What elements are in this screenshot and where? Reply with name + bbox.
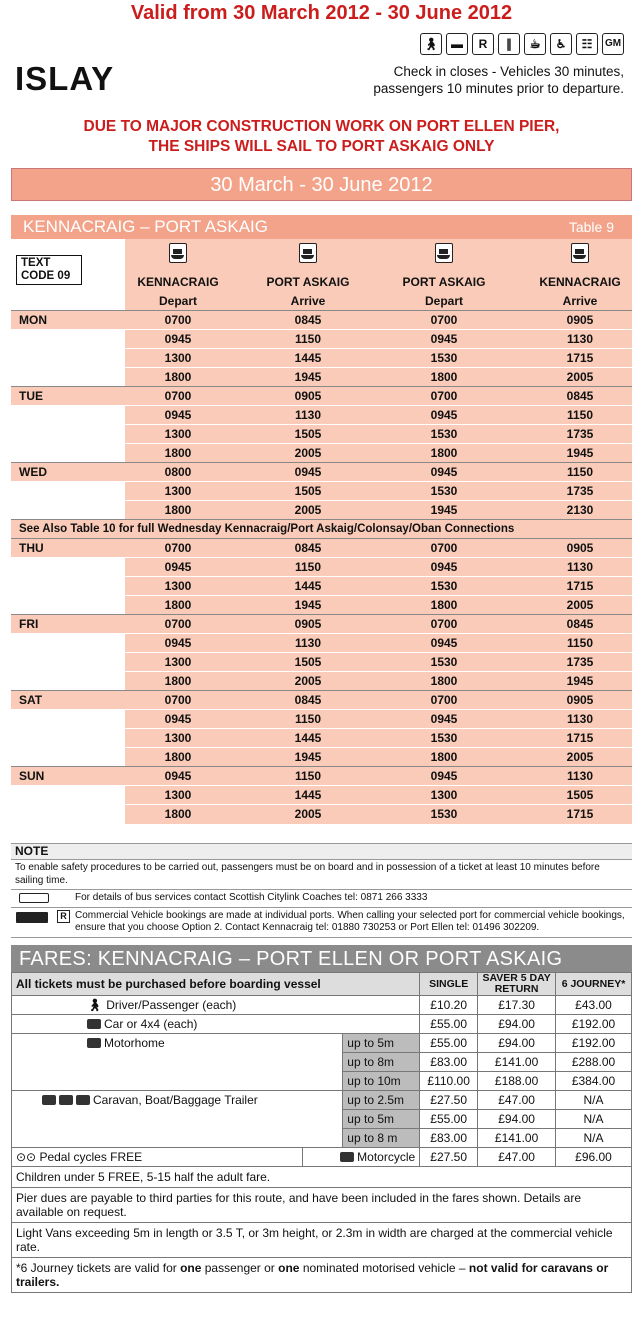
column-direction: Depart bbox=[424, 294, 463, 308]
bus-note bbox=[11, 890, 632, 908]
time-cell: 0945 bbox=[430, 408, 458, 422]
time-cell: 1530 bbox=[430, 427, 458, 441]
time-cell: 1130 bbox=[566, 560, 594, 574]
light-vans-note: Light Vans exceeding 5m in length or 3.5 T, or 3m height, or 2.3m in width are charged at the commercial vehicle rate. bbox=[12, 1223, 632, 1258]
time-cell: 0700 bbox=[430, 313, 458, 327]
size-band: up to 8 m bbox=[343, 1129, 420, 1148]
time-cell: 1735 bbox=[566, 427, 594, 441]
motorcycle-label: Motorcycle bbox=[357, 1150, 416, 1164]
time-cell: 0700 bbox=[430, 693, 458, 707]
reservation-icon: R bbox=[57, 910, 70, 923]
table-row bbox=[11, 747, 632, 766]
trailer-icon bbox=[76, 1095, 90, 1105]
table-row bbox=[11, 785, 632, 804]
fare-six: £384.00 bbox=[556, 1072, 632, 1091]
time-cell: 1130 bbox=[566, 769, 594, 783]
table-row bbox=[11, 614, 632, 633]
fare-label: Driver/Passenger (each) bbox=[106, 998, 237, 1012]
fare-saver: £141.00 bbox=[478, 1053, 556, 1072]
fare-single: £27.50 bbox=[420, 1148, 478, 1167]
day-spacer bbox=[11, 786, 125, 805]
day-spacer bbox=[11, 577, 125, 596]
table-row bbox=[11, 709, 632, 728]
fare-row-driver bbox=[12, 996, 632, 1015]
time-cell: 1800 bbox=[430, 750, 458, 764]
coffee-icon: ☕︎ bbox=[524, 33, 546, 55]
warning-line-1: DUE TO MAJOR CONSTRUCTION WORK ON PORT ELLEN PIER, bbox=[83, 118, 560, 135]
time-cell: 1800 bbox=[430, 370, 458, 384]
bicycle-icon: ⊙⊙ bbox=[16, 1150, 40, 1164]
time-cell: 1130 bbox=[294, 636, 322, 650]
six-note-part: passenger or bbox=[201, 1261, 279, 1275]
fare-label: Caravan, Boat/Baggage Trailer bbox=[93, 1093, 258, 1107]
fare-six: £288.00 bbox=[556, 1053, 632, 1072]
time-cell: 1300 bbox=[164, 731, 192, 745]
time-cell: 1150 bbox=[294, 332, 322, 346]
table-row bbox=[11, 804, 632, 823]
timetable-title: KENNACRAIG – PORT ASKAIG bbox=[23, 217, 269, 236]
shop-icon: ☷ bbox=[576, 33, 598, 55]
time-cell: 0700 bbox=[164, 693, 192, 707]
fare-saver: £141.00 bbox=[478, 1129, 556, 1148]
fare-six: £192.00 bbox=[556, 1015, 632, 1034]
table-row bbox=[11, 443, 632, 462]
single-header: SINGLE bbox=[420, 973, 478, 996]
column-direction: Arrive bbox=[562, 294, 598, 308]
fare-row-car bbox=[12, 1015, 632, 1034]
reservation-icon: R bbox=[472, 33, 494, 55]
time-cell: 0905 bbox=[294, 617, 322, 631]
saver-header: SAVER 5 DAY RETURN bbox=[478, 973, 556, 996]
fare-saver: £47.00 bbox=[478, 1148, 556, 1167]
table-row bbox=[11, 538, 632, 557]
checkin-info bbox=[373, 63, 624, 97]
construction-warning bbox=[0, 117, 643, 157]
fare-row-motorhome-5m bbox=[12, 1034, 632, 1053]
time-cell: 1945 bbox=[294, 370, 322, 384]
lorry-icon bbox=[16, 912, 48, 923]
time-cell: 1530 bbox=[430, 655, 458, 669]
time-cell: 0945 bbox=[164, 332, 192, 346]
fares-section bbox=[11, 945, 632, 1293]
day-spacer bbox=[11, 710, 125, 729]
time-cell: 1300 bbox=[164, 427, 192, 441]
time-cell: 1130 bbox=[566, 332, 594, 346]
fare-six: N/A bbox=[556, 1091, 632, 1110]
time-cell: 1800 bbox=[164, 750, 192, 764]
time-cell: 0700 bbox=[164, 313, 192, 327]
checkin-line-2: passengers 10 minutes prior to departure. bbox=[373, 81, 624, 96]
time-cell: 1505 bbox=[294, 427, 322, 441]
day-spacer bbox=[11, 634, 125, 653]
fare-single: £27.50 bbox=[420, 1091, 478, 1110]
size-band: up to 5m bbox=[343, 1110, 420, 1129]
time-cell: 1300 bbox=[164, 579, 192, 593]
time-cell: 0945 bbox=[430, 636, 458, 650]
fare-single: £55.00 bbox=[420, 1015, 478, 1034]
caravan-icon bbox=[42, 1095, 56, 1105]
day-spacer bbox=[11, 558, 125, 577]
time-cell: 1800 bbox=[164, 503, 192, 517]
time-cell: 1530 bbox=[430, 731, 458, 745]
timetable bbox=[11, 239, 632, 823]
table-row bbox=[11, 690, 632, 709]
table-number: Table 9 bbox=[568, 219, 614, 235]
day-spacer bbox=[11, 672, 125, 691]
time-cell: 0700 bbox=[164, 617, 192, 631]
table-row bbox=[11, 386, 632, 405]
fare-saver: £94.00 bbox=[478, 1110, 556, 1129]
day-spacer bbox=[11, 330, 125, 349]
table-row bbox=[11, 576, 632, 595]
bus-icon bbox=[19, 893, 49, 903]
day-spacer bbox=[11, 444, 125, 463]
time-cell: 1800 bbox=[164, 598, 192, 612]
safety-note bbox=[11, 860, 632, 890]
time-cell: 1735 bbox=[566, 655, 594, 669]
commercial-note-text: Commercial Vehicle bookings are made at individual ports. When calling your selected port for commercial vehicle bookings, ensure that you choose Option 2. Contact Kennacraig tel: 01880 730253 or Port Ellen tel: 01496 302209. bbox=[75, 909, 625, 933]
time-cell: 1445 bbox=[294, 788, 322, 802]
table-row bbox=[11, 348, 632, 367]
children-note: Children under 5 FREE, 5-15 half the adult fare. bbox=[12, 1167, 632, 1188]
time-cell: 1800 bbox=[164, 674, 192, 688]
six-note-part: not valid for caravans or trailers. bbox=[16, 1261, 609, 1289]
time-cell: 1505 bbox=[294, 484, 322, 498]
ferry-icon bbox=[169, 243, 187, 263]
fares-table bbox=[11, 972, 632, 1293]
time-cell: 0945 bbox=[430, 712, 458, 726]
time-cell: 0845 bbox=[294, 313, 322, 327]
validity-heading: Valid from 30 March 2012 - 30 June 2012 bbox=[130, 2, 513, 24]
size-band: up to 5m bbox=[343, 1034, 420, 1053]
six-journey-note bbox=[12, 1258, 632, 1293]
time-cell: 0845 bbox=[294, 693, 322, 707]
time-cell: 1800 bbox=[430, 446, 458, 460]
time-cell: 0700 bbox=[430, 617, 458, 631]
wheelchair-icon: ♿︎ bbox=[550, 33, 572, 55]
time-cell: 1505 bbox=[294, 655, 322, 669]
commercial-note bbox=[11, 908, 632, 938]
day-spacer bbox=[11, 406, 125, 425]
warning-line-2: THE SHIPS WILL SAIL TO PORT ASKAIG ONLY bbox=[148, 138, 495, 155]
time-cell: 0945 bbox=[430, 560, 458, 574]
fare-six: N/A bbox=[556, 1110, 632, 1129]
fare-six: £96.00 bbox=[556, 1148, 632, 1167]
time-cell: 1505 bbox=[566, 788, 594, 802]
day-label: SAT bbox=[11, 691, 125, 710]
ferry-icon bbox=[299, 243, 317, 263]
time-cell: 1445 bbox=[294, 579, 322, 593]
time-cell: 2130 bbox=[566, 503, 594, 517]
size-band: up to 10m bbox=[343, 1072, 420, 1091]
day-spacer bbox=[11, 653, 125, 672]
see-also-note: See Also Table 10 for full Wednesday Kennacraig/Port Askaig/Colonsay/Oban Connections bbox=[11, 519, 632, 538]
day-spacer bbox=[11, 596, 125, 615]
table-row bbox=[11, 595, 632, 614]
time-cell: 1715 bbox=[566, 579, 594, 593]
day-label: MON bbox=[11, 311, 125, 330]
motorcycle-icon bbox=[340, 1152, 354, 1162]
time-cell: 1715 bbox=[566, 807, 594, 821]
time-cell: 0945 bbox=[164, 408, 192, 422]
day-label: FRI bbox=[11, 615, 125, 634]
table-row bbox=[11, 367, 632, 386]
time-cell: 1150 bbox=[566, 465, 594, 479]
table-row bbox=[11, 405, 632, 424]
table-row bbox=[11, 424, 632, 443]
time-cell: 0905 bbox=[566, 541, 594, 555]
time-cell: 0845 bbox=[294, 541, 322, 555]
time-cell: 1800 bbox=[430, 674, 458, 688]
time-cell: 0945 bbox=[430, 332, 458, 346]
time-cell: 1530 bbox=[430, 484, 458, 498]
fare-saver: £94.00 bbox=[478, 1034, 556, 1053]
pier-dues-note: Pier dues are payable to third parties for this route, and have been included in the fares shown. Details are available on request. bbox=[12, 1188, 632, 1223]
boat-icon bbox=[59, 1095, 73, 1105]
text-code bbox=[16, 255, 82, 285]
notes-section bbox=[11, 843, 632, 938]
fare-saver: £188.00 bbox=[478, 1072, 556, 1091]
column-port: PORT ASKAIG bbox=[402, 275, 486, 289]
fare-row-cycles-motorcycle bbox=[12, 1148, 632, 1167]
time-cell: 1300 bbox=[164, 484, 192, 498]
time-cell: 1945 bbox=[566, 446, 594, 460]
table-row bbox=[11, 728, 632, 747]
car-icon bbox=[87, 1019, 101, 1029]
fares-title: FARES: KENNACRAIG – PORT ELLEN OR PORT ASKAIG bbox=[11, 945, 632, 972]
time-cell: 1945 bbox=[294, 750, 322, 764]
fare-row-caravan-2-5m bbox=[12, 1091, 632, 1110]
table-row bbox=[11, 462, 632, 481]
table-row bbox=[11, 557, 632, 576]
time-cell: 1300 bbox=[430, 788, 458, 802]
time-cell: 1130 bbox=[566, 712, 594, 726]
fare-single: £55.00 bbox=[420, 1110, 478, 1129]
time-cell: 0945 bbox=[164, 769, 192, 783]
table-row bbox=[11, 652, 632, 671]
time-cell: 0945 bbox=[164, 712, 192, 726]
cycles-label: Pedal cycles FREE bbox=[39, 1150, 143, 1164]
time-cell: 0845 bbox=[566, 617, 594, 631]
day-spacer bbox=[11, 729, 125, 748]
day-label: THU bbox=[11, 539, 125, 558]
cutlery-icon: ∥ bbox=[498, 33, 520, 55]
day-spacer bbox=[11, 482, 125, 501]
time-cell: 1300 bbox=[164, 788, 192, 802]
six-note-part: one bbox=[278, 1261, 300, 1275]
timetable-header bbox=[11, 215, 632, 239]
time-cell: 2005 bbox=[566, 370, 594, 384]
fare-six: £43.00 bbox=[556, 996, 632, 1015]
time-cell: 1800 bbox=[164, 807, 192, 821]
fare-saver: £17.30 bbox=[478, 996, 556, 1015]
time-cell: 0905 bbox=[566, 693, 594, 707]
time-cell: 2005 bbox=[294, 503, 322, 517]
day-spacer bbox=[11, 501, 125, 520]
time-cell: 0700 bbox=[430, 541, 458, 555]
fare-six: N/A bbox=[556, 1129, 632, 1148]
fares-header-row bbox=[12, 973, 632, 996]
time-cell: 2005 bbox=[294, 807, 322, 821]
size-band: up to 2.5m bbox=[343, 1091, 420, 1110]
column-port: PORT ASKAIG bbox=[266, 275, 350, 289]
ferry-icon bbox=[571, 243, 589, 263]
time-cell: 1735 bbox=[566, 484, 594, 498]
time-cell: 0700 bbox=[164, 389, 192, 403]
day-label: WED bbox=[11, 463, 125, 482]
text-code-line-2: CODE 09 bbox=[21, 270, 71, 282]
time-cell: 1715 bbox=[566, 731, 594, 745]
time-cell: 1445 bbox=[294, 351, 322, 365]
time-cell: 1800 bbox=[164, 370, 192, 384]
time-cell: 1945 bbox=[566, 674, 594, 688]
fare-saver: £47.00 bbox=[478, 1091, 556, 1110]
safety-note-text: To enable safety procedures to be carried out, passengers must be on board and in possession of a ticket at least 10 minutes before sailing time. bbox=[15, 862, 600, 886]
fare-single: £110.00 bbox=[420, 1072, 478, 1091]
time-cell: 1300 bbox=[164, 351, 192, 365]
text-code-line-1: TEXT bbox=[21, 257, 51, 269]
walking-icon: 🚶︎ bbox=[420, 33, 442, 55]
table-row bbox=[11, 310, 632, 329]
fare-single: £83.00 bbox=[420, 1053, 478, 1072]
day-spacer bbox=[11, 349, 125, 368]
time-cell: 1150 bbox=[294, 712, 322, 726]
column-port: KENNACRAIG bbox=[137, 275, 219, 289]
page-title: ISLAY bbox=[15, 60, 115, 97]
table-row bbox=[11, 481, 632, 500]
time-cell: 2005 bbox=[566, 598, 594, 612]
notes-heading: NOTE bbox=[11, 844, 632, 860]
time-cell: 0945 bbox=[430, 465, 458, 479]
time-cell: 0905 bbox=[566, 313, 594, 327]
six-note-part: *6 Journey tickets are valid for bbox=[16, 1261, 181, 1275]
time-cell: 0945 bbox=[430, 769, 458, 783]
ferry-icon bbox=[435, 243, 453, 263]
table-row bbox=[11, 500, 632, 519]
time-cell: 1945 bbox=[294, 598, 322, 612]
day-spacer bbox=[11, 368, 125, 387]
six-journey-header: 6 JOURNEY* bbox=[556, 973, 632, 996]
fare-single: £55.00 bbox=[420, 1034, 478, 1053]
day-spacer bbox=[11, 805, 125, 824]
fares-header-label: All tickets must be purchased before boarding vessel bbox=[12, 973, 420, 996]
time-cell: 1800 bbox=[430, 598, 458, 612]
time-cell: 1150 bbox=[566, 636, 594, 650]
fare-label: Car or 4x4 (each) bbox=[104, 1017, 198, 1031]
bus-note-text: For details of bus services contact Scottish Citylink Coaches tel: 0871 266 3333 bbox=[75, 892, 428, 903]
date-band: 30 March - 30 June 2012 bbox=[11, 168, 632, 201]
facility-icons bbox=[420, 33, 624, 55]
walking-icon: 🚶︎ bbox=[87, 998, 103, 1012]
fare-single: £10.20 bbox=[420, 996, 478, 1015]
time-cell: 1300 bbox=[164, 655, 192, 669]
column-direction: Arrive bbox=[290, 294, 326, 308]
time-cell: 0905 bbox=[294, 389, 322, 403]
time-cell: 1945 bbox=[430, 503, 458, 517]
timetable-column-headers bbox=[11, 239, 632, 310]
column-direction: Depart bbox=[158, 294, 197, 308]
time-cell: 2005 bbox=[294, 674, 322, 688]
time-cell: 1150 bbox=[294, 769, 322, 783]
time-cell: 1800 bbox=[164, 446, 192, 460]
fare-label: Motorhome bbox=[104, 1036, 165, 1050]
table-row bbox=[11, 671, 632, 690]
time-cell: 1150 bbox=[566, 408, 594, 422]
size-band: up to 8m bbox=[343, 1053, 420, 1072]
time-cell: 0945 bbox=[164, 636, 192, 650]
table-row bbox=[11, 766, 632, 785]
time-cell: 0845 bbox=[566, 389, 594, 403]
time-cell: 1130 bbox=[294, 408, 322, 422]
table-row bbox=[11, 633, 632, 652]
six-note-part: one bbox=[180, 1261, 202, 1275]
day-label: TUE bbox=[11, 387, 125, 406]
day-spacer bbox=[11, 425, 125, 444]
time-cell: 1445 bbox=[294, 731, 322, 745]
car-icon: ▬ bbox=[446, 33, 468, 55]
time-cell: 0800 bbox=[164, 465, 192, 479]
fare-saver: £94.00 bbox=[478, 1015, 556, 1034]
time-cell: 0945 bbox=[164, 560, 192, 574]
time-cell: 1715 bbox=[566, 351, 594, 365]
table-row bbox=[11, 329, 632, 348]
time-cell: 0700 bbox=[164, 541, 192, 555]
checkin-line-1: Check in closes - Vehicles 30 minutes, bbox=[393, 64, 624, 79]
fare-six: £192.00 bbox=[556, 1034, 632, 1053]
time-cell: 0700 bbox=[430, 389, 458, 403]
column-port: KENNACRAIG bbox=[539, 275, 621, 289]
time-cell: 1150 bbox=[294, 560, 322, 574]
time-cell: 2005 bbox=[566, 750, 594, 764]
time-cell: 1530 bbox=[430, 579, 458, 593]
time-cell: 1530 bbox=[430, 807, 458, 821]
fare-single: £83.00 bbox=[420, 1129, 478, 1148]
time-cell: 2005 bbox=[294, 446, 322, 460]
motorhome-icon bbox=[87, 1038, 101, 1048]
gm-icon: GM bbox=[602, 33, 624, 55]
day-spacer bbox=[11, 748, 125, 767]
six-note-part: nominated motorised vehicle – bbox=[299, 1261, 469, 1275]
time-cell: 1530 bbox=[430, 351, 458, 365]
day-label: SUN bbox=[11, 767, 125, 786]
time-cell: 0945 bbox=[294, 465, 322, 479]
